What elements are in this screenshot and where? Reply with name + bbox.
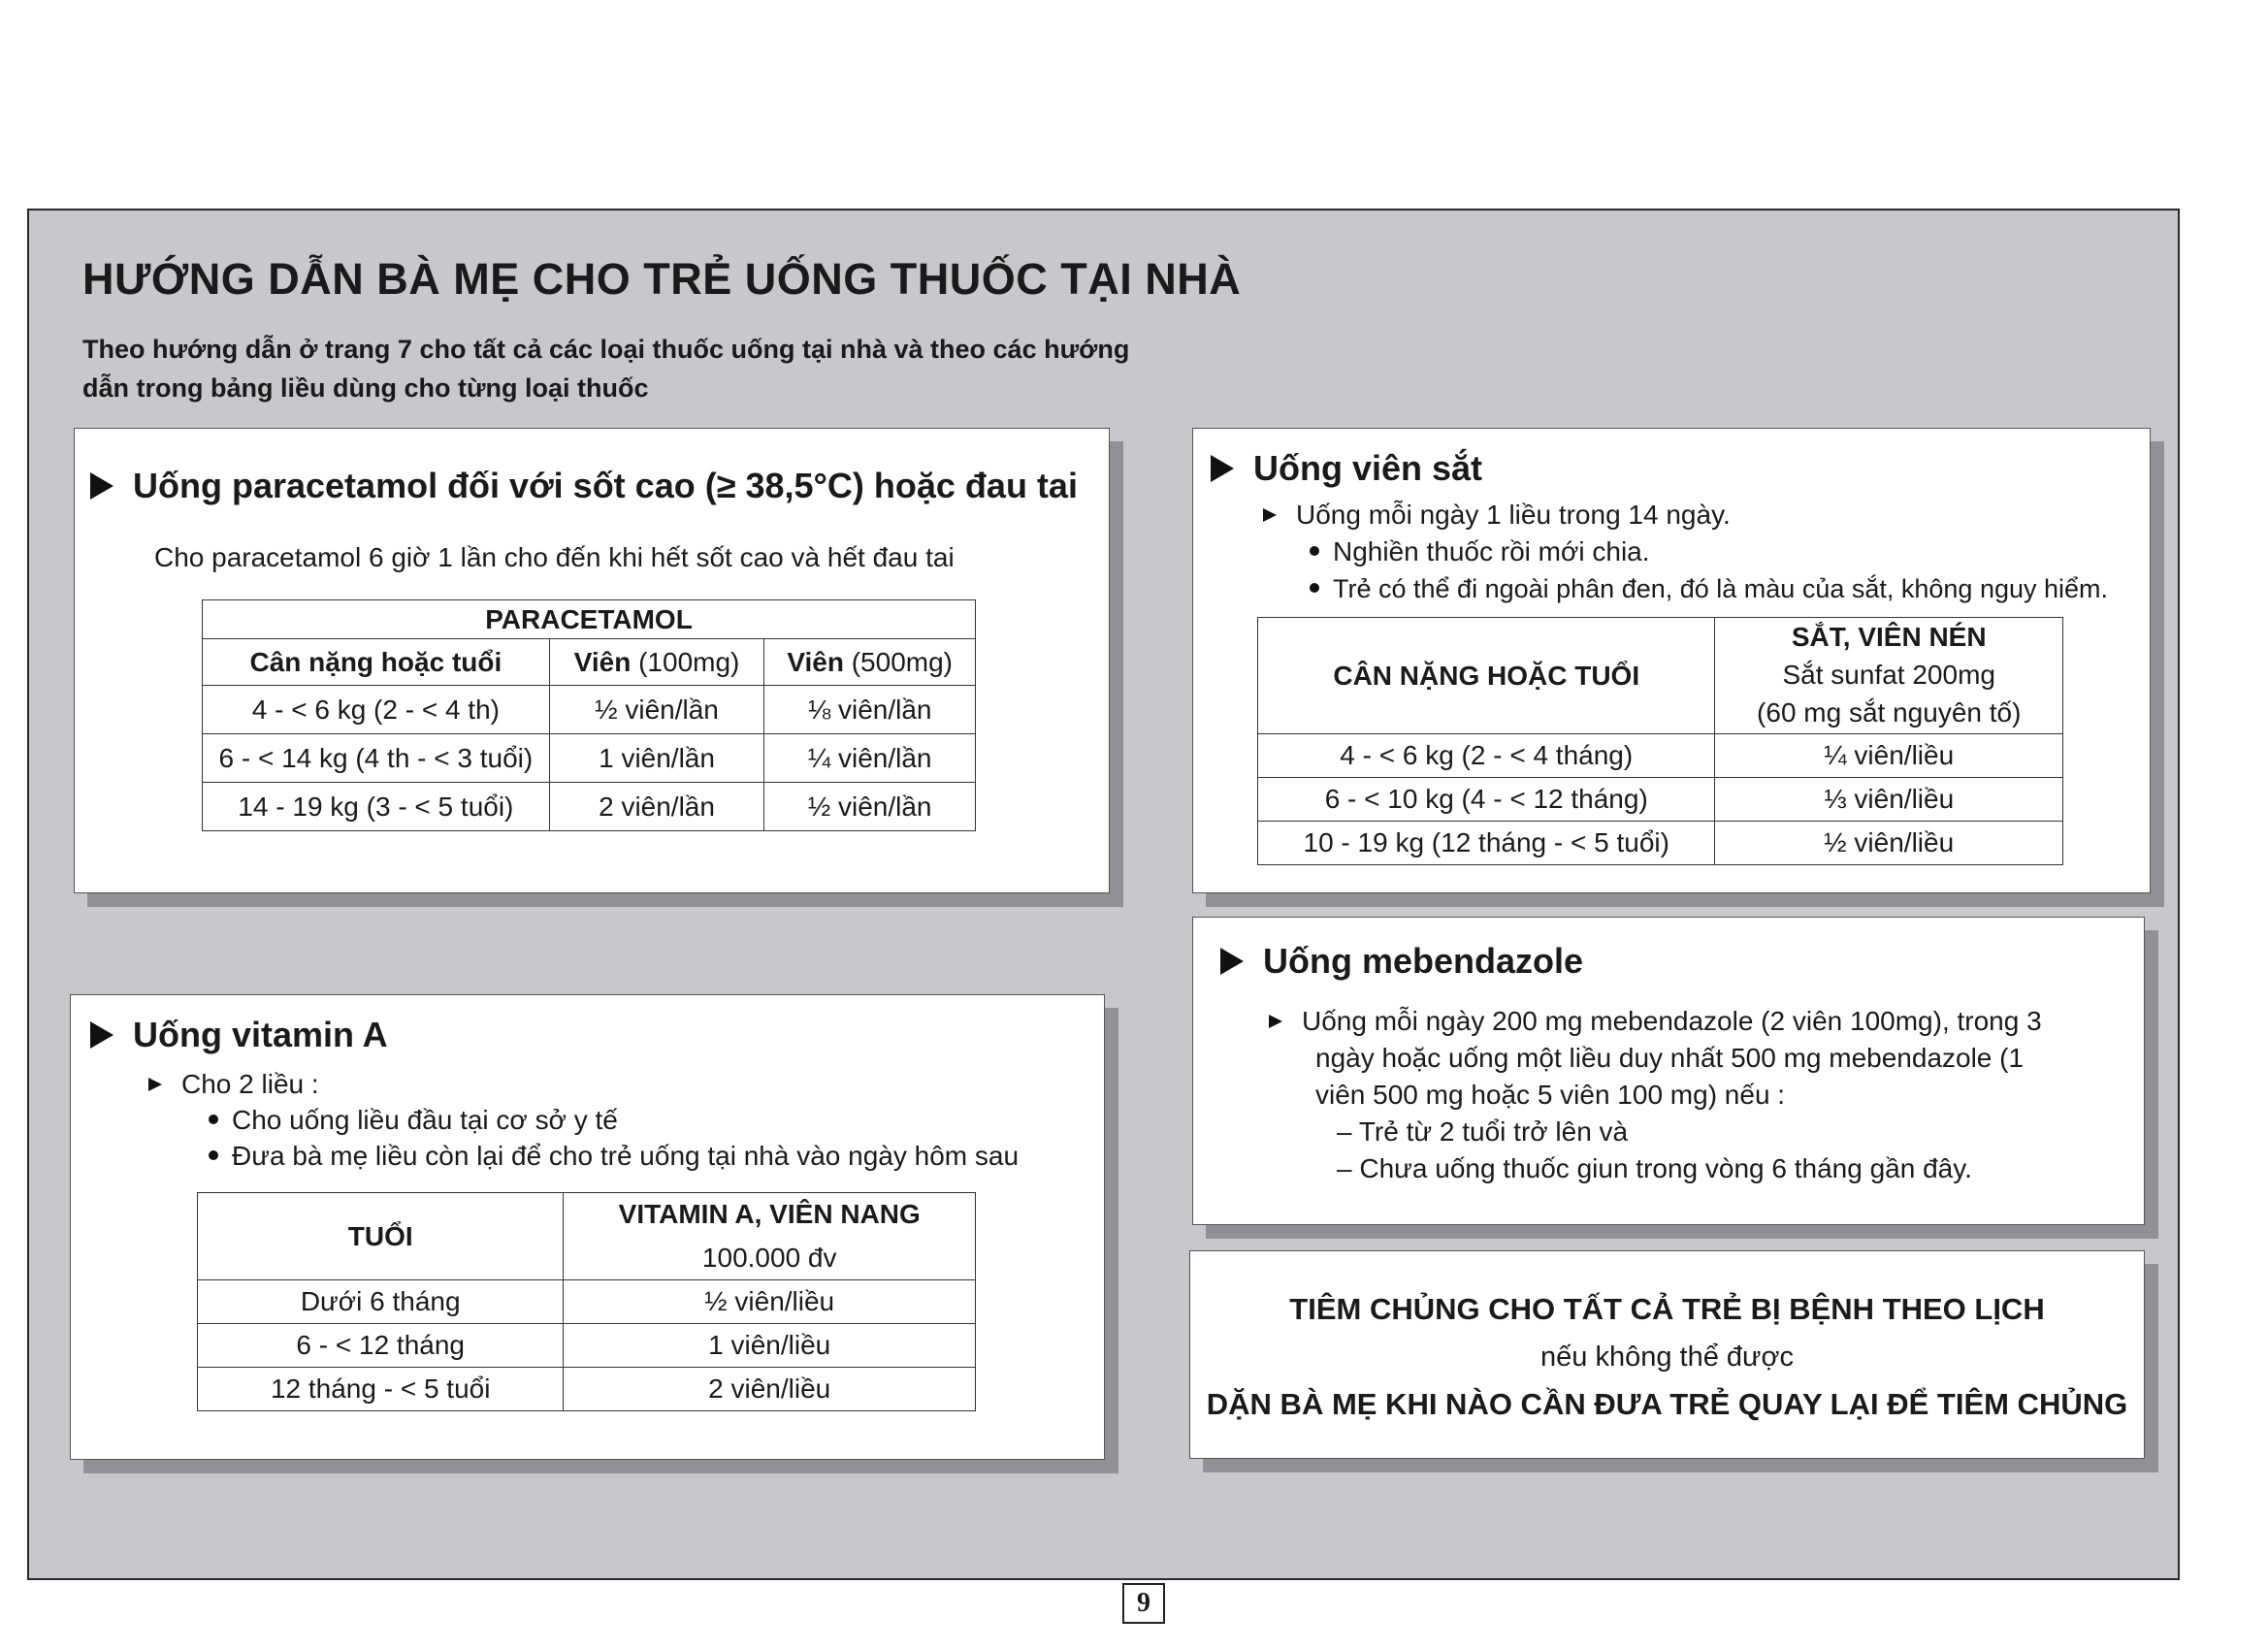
page-title: HƯỚNG DẪN BÀ MẸ CHO TRẺ UỐNG THUỐC TẠI NHÀ — [82, 254, 1242, 304]
table-cell: 4 - < 6 kg (2 - < 4 tháng) — [1258, 734, 1715, 778]
intro-line-2: dẫn trong bảng liều dùng cho từng loại thuốc — [82, 373, 649, 403]
paracetamol-instruction: Cho paracetamol 6 giờ 1 lần cho đến khi hết sốt cao và hết đau tai — [154, 542, 955, 572]
immunization-line-2: nếu không thể được — [1540, 1342, 1794, 1373]
arrow-bullet-icon — [1263, 508, 1277, 522]
paracetamol-table-title: PARACETAMOL — [203, 600, 976, 639]
table-row — [1258, 734, 2063, 778]
immunization-line-1: TIÊM CHỦNG CHO TẤT CẢ TRẺ BỊ BỆNH THEO LỊCH — [1289, 1292, 2045, 1326]
table-row — [198, 1280, 976, 1324]
iron-header-sub2: (60 mg sắt nguyên tố) — [1715, 694, 2063, 734]
paracetamol-header-100mg: Viên (100mg) — [549, 639, 764, 686]
vitamin-a-bullet: Cho 2 liều : — [148, 1066, 319, 1103]
iron-title-text: Uống viên sắt — [1253, 448, 1483, 488]
triangle-icon — [90, 1021, 113, 1049]
table-cell: ½ viên/liều — [564, 1280, 976, 1324]
table-cell: 2 viên/liều — [564, 1368, 976, 1411]
mebendazole-line-3: viên 500 mg hoặc 5 viên 100 mg) nếu : — [1315, 1080, 1786, 1110]
mebendazole-panel — [1192, 917, 2145, 1225]
table-cell: 1 viên/liều — [564, 1324, 976, 1368]
mebendazole-condition-1: – Trẻ từ 2 tuổi trở lên và — [1337, 1116, 1629, 1147]
vitamin-a-header-age: TUỔI — [198, 1193, 564, 1280]
bullet-dot-icon — [1310, 546, 1319, 556]
vitamin-a-table — [197, 1192, 976, 1411]
vitamin-a-sub-1: Cho uống liều đầu tại cơ sở y tế — [209, 1102, 618, 1139]
table-row — [203, 686, 976, 734]
intro-text — [82, 330, 1227, 407]
arrow-bullet-icon — [1269, 1015, 1282, 1028]
paracetamol-title-text: Uống paracetamol đối với sốt cao (≥ 38,5°C) hoặc đau tai — [133, 466, 1078, 505]
iron-header-sub1: Sắt sunfat 200mg — [1715, 657, 2063, 694]
vitamin-a-header-dose: 100.000 đv — [564, 1237, 976, 1280]
table-cell: ⅓ viên/liều — [1715, 778, 2063, 822]
immunization-panel — [1189, 1250, 2145, 1459]
triangle-icon — [90, 472, 113, 500]
table-cell: 6 - < 10 kg (4 - < 12 tháng) — [1258, 778, 1715, 822]
mebendazole-title-text: Uống mebendazole — [1263, 941, 1584, 981]
intro-line-1: Theo hướng dẫn ở trang 7 cho tất cả các loại thuốc uống tại nhà và theo các hướng — [82, 335, 1130, 364]
table-cell: ½ viên/lần — [764, 783, 976, 831]
paracetamol-title — [90, 466, 1078, 506]
paracetamol-header-weight: Cân nặng hoặc tuổi — [203, 639, 550, 686]
arrow-bullet-icon — [148, 1078, 162, 1091]
iron-header-product: SẮT, VIÊN NÉN — [1715, 618, 2063, 657]
triangle-icon — [1220, 948, 1244, 975]
bullet-dot-icon — [209, 1115, 218, 1124]
vitamin-a-header-product: VITAMIN A, VIÊN NANG — [564, 1193, 976, 1237]
mebendazole-line-1: Uống mỗi ngày 200 mg mebendazole (2 viên 100mg), trong 3 — [1269, 1003, 2042, 1040]
table-cell: 6 - < 12 tháng — [198, 1324, 564, 1368]
table-cell: Dưới 6 tháng — [198, 1280, 564, 1324]
table-row — [203, 734, 976, 783]
table-cell: 10 - 19 kg (12 tháng - < 5 tuổi) — [1258, 822, 1715, 865]
vitamin-a-title-text: Uống vitamin A — [133, 1015, 388, 1054]
iron-header-weight: CÂN NẶNG HOẶC TUỔI — [1258, 618, 1715, 734]
iron-table — [1257, 617, 2063, 865]
table-cell: 6 - < 14 kg (4 th - < 3 tuổi) — [203, 734, 550, 783]
table-cell: 14 - 19 kg (3 - < 5 tuổi) — [203, 783, 550, 831]
paracetamol-table — [202, 599, 976, 831]
immunization-line-3: DẶN BÀ MẸ KHI NÀO CẦN ĐƯA TRẺ QUAY LẠI ĐỂ TIÊM CHỦNG — [1206, 1387, 2128, 1421]
mebendazole-condition-2: – Chưa uống thuốc giun trong vòng 6 tháng gần đây. — [1337, 1153, 1972, 1183]
table-row — [1258, 778, 2063, 822]
table-cell: ½ viên/liều — [1715, 822, 2063, 865]
vitamin-a-panel — [70, 994, 1105, 1460]
iron-title — [1211, 448, 1482, 489]
table-cell: ¼ viên/liều — [1715, 734, 2063, 778]
iron-bullet: Uống mỗi ngày 1 liều trong 14 ngày. — [1263, 497, 1731, 534]
page-number: 9 — [1122, 1583, 1165, 1624]
table-cell: 1 viên/lần — [549, 734, 764, 783]
mebendazole-line-2: ngày hoặc uống một liều duy nhất 500 mg mebendazole (1 — [1315, 1043, 2025, 1073]
table-row — [1258, 822, 2063, 865]
iron-sub-2: Trẻ có thể đi ngoài phân đen, đó là màu của sắt, không nguy hiểm. — [1310, 570, 2108, 607]
mebendazole-title — [1220, 941, 1583, 982]
table-cell: ½ viên/lần — [549, 686, 764, 734]
vitamin-a-title — [90, 1015, 388, 1055]
table-cell: 2 viên/lần — [549, 783, 764, 831]
vitamin-a-sub-2: Đưa bà mẹ liều còn lại để cho trẻ uống tại nhà vào ngày hôm sau — [209, 1138, 1019, 1175]
paracetamol-header-500mg: Viên (500mg) — [764, 639, 976, 686]
table-cell: 4 - < 6 kg (2 - < 4 th) — [203, 686, 550, 734]
table-cell: ¼ viên/lần — [764, 734, 976, 783]
iron-sub-1: Nghiền thuốc rồi mới chia. — [1310, 534, 1650, 570]
table-cell: ⅛ viên/lần — [764, 686, 976, 734]
bullet-dot-icon — [209, 1150, 218, 1160]
table-row — [203, 783, 976, 831]
iron-panel — [1192, 428, 2151, 893]
table-cell: 12 tháng - < 5 tuổi — [198, 1368, 564, 1411]
paracetamol-panel — [74, 428, 1110, 893]
table-row — [198, 1324, 976, 1368]
bullet-dot-icon — [1310, 583, 1319, 593]
table-row — [198, 1368, 976, 1411]
triangle-icon — [1211, 455, 1234, 482]
